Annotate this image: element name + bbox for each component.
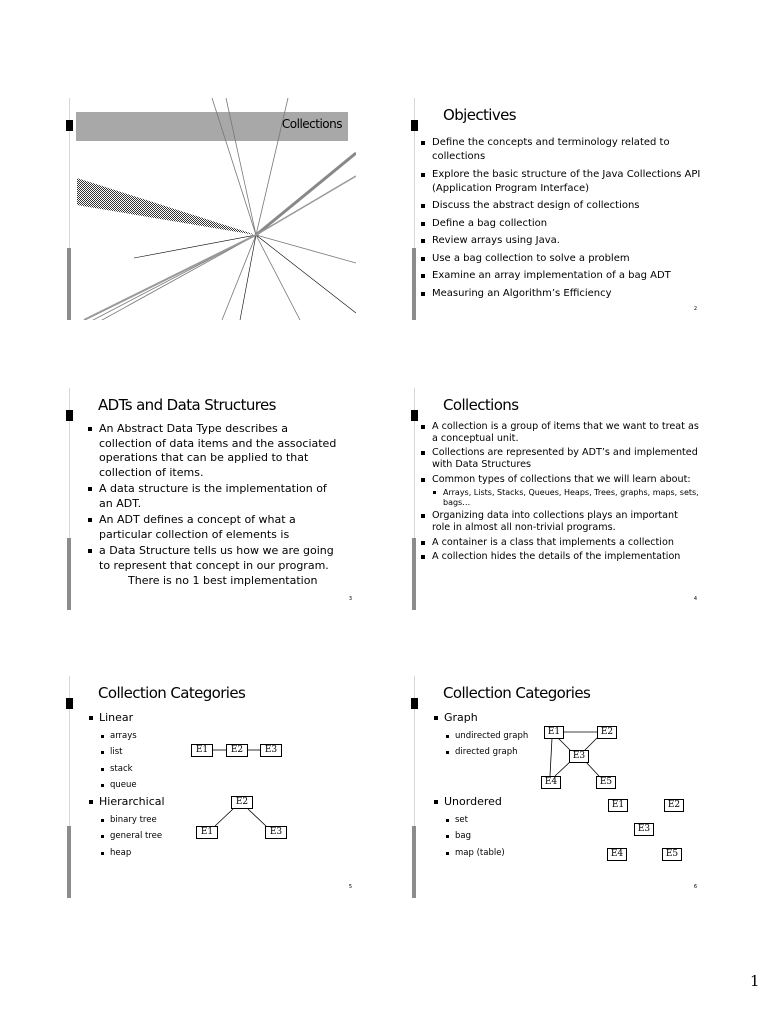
- slide-title: Collection Categories: [443, 684, 591, 702]
- slide-page-number: 2: [693, 306, 697, 312]
- sub-list-item: Arrays, Lists, Stacks, Queues, Heaps, Trees, graphs, maps, sets, bags…: [419, 488, 699, 508]
- list-item: set: [431, 815, 468, 825]
- tree-node-e1: E1: [196, 826, 218, 839]
- unordered-node-e1: E1: [608, 799, 628, 812]
- slide-left-bar: [66, 98, 72, 320]
- title-slide-graphic: [74, 98, 356, 320]
- category-unordered: Unordered: [431, 795, 502, 808]
- list-item: arrays: [86, 731, 137, 741]
- slide-title: Objectives: [443, 106, 516, 124]
- graph-node-e3: E3: [569, 750, 589, 763]
- slide-page-number: 5: [348, 884, 352, 890]
- linear-node-e1: E1: [191, 744, 213, 757]
- list-item: Define the concepts and terminology related to collections: [419, 136, 701, 164]
- list-item: Organizing data into collections plays an important role in almost all non-trivial programs.: [419, 510, 699, 534]
- slide-title: Collections: [443, 396, 519, 414]
- slide-3: [74, 388, 356, 610]
- bullet-list: [419, 421, 699, 566]
- list-item: undirected graph: [431, 731, 528, 741]
- list-item: Common types of collections that we will learn about:: [419, 474, 699, 486]
- list-item: list: [86, 747, 122, 757]
- graph-node-e4: E4: [541, 776, 561, 789]
- list-item: map (table): [431, 848, 505, 858]
- linear-node-e3: E3: [260, 744, 282, 757]
- list-item: A collection hides the details of the implementation: [419, 551, 699, 563]
- list-item: a Data Structure tells us how we are going to represent that concept in our program.: [86, 544, 340, 573]
- list-item: Define a bag collection: [419, 217, 701, 231]
- diagram-edges: [74, 676, 356, 898]
- list-item: An ADT defines a concept of what a particular collection of elements is: [86, 513, 340, 542]
- bullet-list: [419, 136, 701, 304]
- list-item: queue: [86, 780, 137, 790]
- list-item: An Abstract Data Type describes a collection of data items and the associated operations that can be applied to that collection of items.: [86, 422, 340, 480]
- slide-4: [419, 388, 701, 610]
- slide-title: Collections: [281, 117, 342, 131]
- bullet-list: [86, 422, 340, 575]
- slide-left-bar: [411, 98, 417, 320]
- slide-6: [419, 676, 701, 898]
- slide-title: ADTs and Data Structures: [98, 396, 276, 414]
- unordered-node-e3: E3: [634, 823, 654, 836]
- linear-node-e2: E2: [226, 744, 248, 757]
- slide-note: There is no 1 best implementation: [128, 574, 318, 587]
- unordered-node-e5: E5: [662, 848, 682, 861]
- slide-2: [419, 98, 701, 320]
- graph-node-e5: E5: [596, 776, 616, 789]
- slide-left-bar: [66, 676, 72, 898]
- category-hierarchical: Hierarchical: [86, 795, 165, 808]
- slide-page-number: 4: [693, 596, 697, 602]
- list-item: Use a bag collection to solve a problem: [419, 252, 701, 266]
- list-item: binary tree: [86, 815, 157, 825]
- list-item: Review arrays using Java.: [419, 234, 701, 248]
- category-linear: Linear: [86, 711, 133, 724]
- list-item: directed graph: [431, 747, 518, 757]
- list-item: A container is a class that implements a collection: [419, 537, 699, 549]
- unordered-node-e2: E2: [664, 799, 684, 812]
- page-number: 1: [750, 972, 760, 990]
- list-item: bag: [431, 831, 471, 841]
- list-item: Explore the basic structure of the Java Collections API (Application Program Interface): [419, 168, 701, 196]
- list-item: Examine an array implementation of a bag ADT: [419, 269, 701, 283]
- list-item: heap: [86, 848, 131, 858]
- list-item: A data structure is the implementation of an ADT.: [86, 482, 340, 511]
- tree-node-e3: E3: [265, 826, 287, 839]
- category-graph: Graph: [431, 711, 478, 724]
- slide-left-bar: [411, 388, 417, 610]
- slide-left-bar: [66, 388, 72, 610]
- list-item: Measuring an Algorithm’s Efficiency: [419, 287, 701, 301]
- tree-node-e2: E2: [231, 796, 253, 809]
- graph-node-e2: E2: [597, 726, 617, 739]
- unordered-node-e4: E4: [607, 848, 627, 861]
- slide-5: [74, 676, 356, 898]
- list-item: Collections are represented by ADT’s and implemented with Data Structures: [419, 447, 699, 471]
- slide-left-bar: [411, 676, 417, 898]
- slide-page-number: 3: [348, 596, 352, 602]
- slide-1: [74, 98, 356, 320]
- graph-node-e1: E1: [544, 726, 564, 739]
- list-item: Discuss the abstract design of collections: [419, 199, 701, 213]
- list-item: stack: [86, 764, 133, 774]
- list-item: general tree: [86, 831, 162, 841]
- list-item: A collection is a group of items that we want to treat as a conceptual unit.: [419, 421, 699, 445]
- slide-page-number: 6: [693, 884, 697, 890]
- slide-title: Collection Categories: [98, 684, 246, 702]
